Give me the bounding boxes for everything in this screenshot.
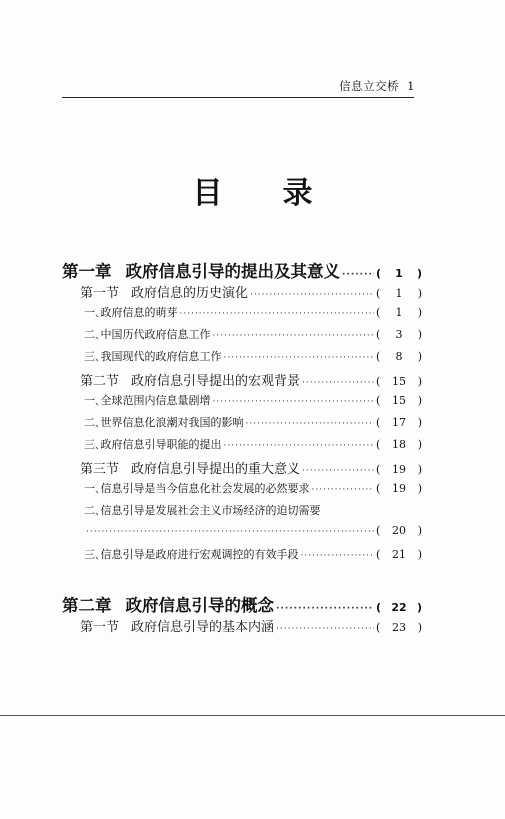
toc-item[interactable]: 一､政府信息的萌芽 ····· ( 1 ) bbox=[62, 304, 422, 326]
leader-dots bbox=[276, 604, 374, 614]
running-header-page: 1 bbox=[407, 79, 415, 93]
toc-item[interactable]: 三､信息引导是政府进行宏观调控的有效手段 ····· ( 21 ) bbox=[62, 546, 422, 568]
item-title: 三､政府信息引导职能的提出 bbox=[84, 438, 222, 451]
table-of-contents bbox=[62, 258, 422, 638]
toc-title bbox=[0, 168, 505, 212]
toc-chapter-1[interactable]: 第一章 政府信息引导的提出及其意义 ····· ( 1 ) bbox=[62, 258, 422, 282]
leader-dots bbox=[213, 331, 375, 341]
section-number: 第一节 bbox=[80, 286, 120, 301]
toc-item-wrapped-second-line[interactable]: ····· ( 20 ) bbox=[62, 524, 422, 546]
item-title: 三､我国现代的政府信息工作 bbox=[84, 350, 222, 363]
page-number: 20 bbox=[392, 524, 406, 537]
toc-item[interactable]: 一､全球范围内信息量剧增 ····· ( 15 ) bbox=[62, 392, 422, 414]
item-title: 二､中国历代政府信息工作 bbox=[84, 328, 211, 341]
leader-dots bbox=[213, 397, 375, 407]
page-number: 19 bbox=[392, 482, 406, 495]
toc-section[interactable]: 第二节 政府信息引导提出的宏观背景 ····· ( 15 ) bbox=[62, 370, 422, 392]
toc-item[interactable]: 二､中国历代政府信息工作 ····· ( 3 ) bbox=[62, 326, 422, 348]
toc-chapter-2[interactable]: 第二章 政府信息引导的概念 ····· ( 22 ) bbox=[62, 592, 422, 616]
item-title: 三､信息引导是政府进行宏观调控的有效手段 bbox=[84, 548, 299, 561]
leader-dots bbox=[86, 527, 374, 537]
leader-dots bbox=[342, 270, 374, 280]
toc-item[interactable]: 二､世界信息化浪潮对我国的影响 ····· ( 17 ) bbox=[62, 414, 422, 436]
leader-dots bbox=[224, 353, 375, 363]
header-rule bbox=[62, 97, 414, 98]
leader-dots bbox=[246, 419, 375, 429]
page-number: 1 bbox=[395, 306, 403, 319]
leader-dots bbox=[302, 378, 374, 388]
chapter-title: 政府信息引导的提出及其意义 bbox=[125, 262, 340, 281]
toc-title-left: 目 bbox=[192, 176, 223, 211]
chapter-number: 第一章 bbox=[62, 262, 112, 281]
page-number: 18 bbox=[392, 438, 406, 451]
toc-title-right: 录 bbox=[282, 176, 313, 211]
chapter-title: 政府信息引导的概念 bbox=[125, 596, 274, 615]
page-number: 23 bbox=[392, 621, 406, 634]
chapter-number: 第二章 bbox=[62, 596, 112, 615]
leader-dots bbox=[301, 551, 375, 561]
footer-rule bbox=[0, 715, 505, 716]
page-number: 8 bbox=[395, 350, 403, 363]
toc-item-wrapped-first-line[interactable] bbox=[62, 502, 422, 524]
page-number: 15 bbox=[392, 375, 406, 388]
page-number: 1 bbox=[395, 287, 403, 300]
section-title: 政府信息引导提出的宏观背景 bbox=[131, 374, 301, 389]
toc-section[interactable]: 第一节 政府信息引导的基本内涵 ····· ( 23 ) bbox=[62, 616, 422, 638]
page-number: 1 bbox=[395, 267, 403, 280]
running-header bbox=[62, 78, 415, 94]
toc-section[interactable]: 第一节 政府信息的历史演化 ····· ( 1 ) bbox=[62, 282, 422, 304]
section-title: 政府信息引导提出的重大意义 bbox=[131, 462, 301, 477]
item-title: 二､世界信息化浪潮对我国的影响 bbox=[84, 416, 244, 429]
toc-section[interactable]: 第三节 政府信息引导提出的重大意义 ····· ( 19 ) bbox=[62, 458, 422, 480]
item-title: 二､信息引导是发展社会主义市场经济的迫切需要 bbox=[84, 504, 321, 517]
running-header-title: 信息立交桥 bbox=[339, 79, 400, 93]
section-number: 第三节 bbox=[80, 462, 120, 477]
toc-item[interactable]: 三､我国现代的政府信息工作 ····· ( 8 ) bbox=[62, 348, 422, 370]
leader-dots bbox=[312, 485, 375, 495]
item-title: 一､信息引导是当今信息化社会发展的必然要求 bbox=[84, 482, 310, 495]
section-title: 政府信息的历史演化 bbox=[131, 286, 249, 301]
item-title: 一､政府信息的萌芽 bbox=[84, 306, 178, 319]
leader-dots bbox=[276, 624, 374, 634]
section-number: 第二节 bbox=[80, 374, 120, 389]
item-title: 一､全球范围内信息量剧增 bbox=[84, 394, 211, 407]
leader-dots bbox=[180, 309, 375, 319]
page-number: 15 bbox=[392, 394, 406, 407]
toc-item[interactable]: 一､信息引导是当今信息化社会发展的必然要求 ····· ( 19 ) bbox=[62, 480, 422, 502]
toc-item[interactable]: 三､政府信息引导职能的提出 ····· ( 18 ) bbox=[62, 436, 422, 458]
leader-dots bbox=[302, 466, 374, 476]
page-number: 17 bbox=[392, 416, 406, 429]
page-number: 3 bbox=[395, 328, 403, 341]
section-number: 第一节 bbox=[80, 620, 120, 635]
leader-dots bbox=[224, 441, 375, 451]
page-number: 19 bbox=[392, 463, 406, 476]
leader-dots bbox=[250, 290, 374, 300]
page-number: 22 bbox=[391, 601, 407, 614]
section-title: 政府信息引导的基本内涵 bbox=[131, 620, 275, 635]
page-number: 21 bbox=[392, 548, 406, 561]
